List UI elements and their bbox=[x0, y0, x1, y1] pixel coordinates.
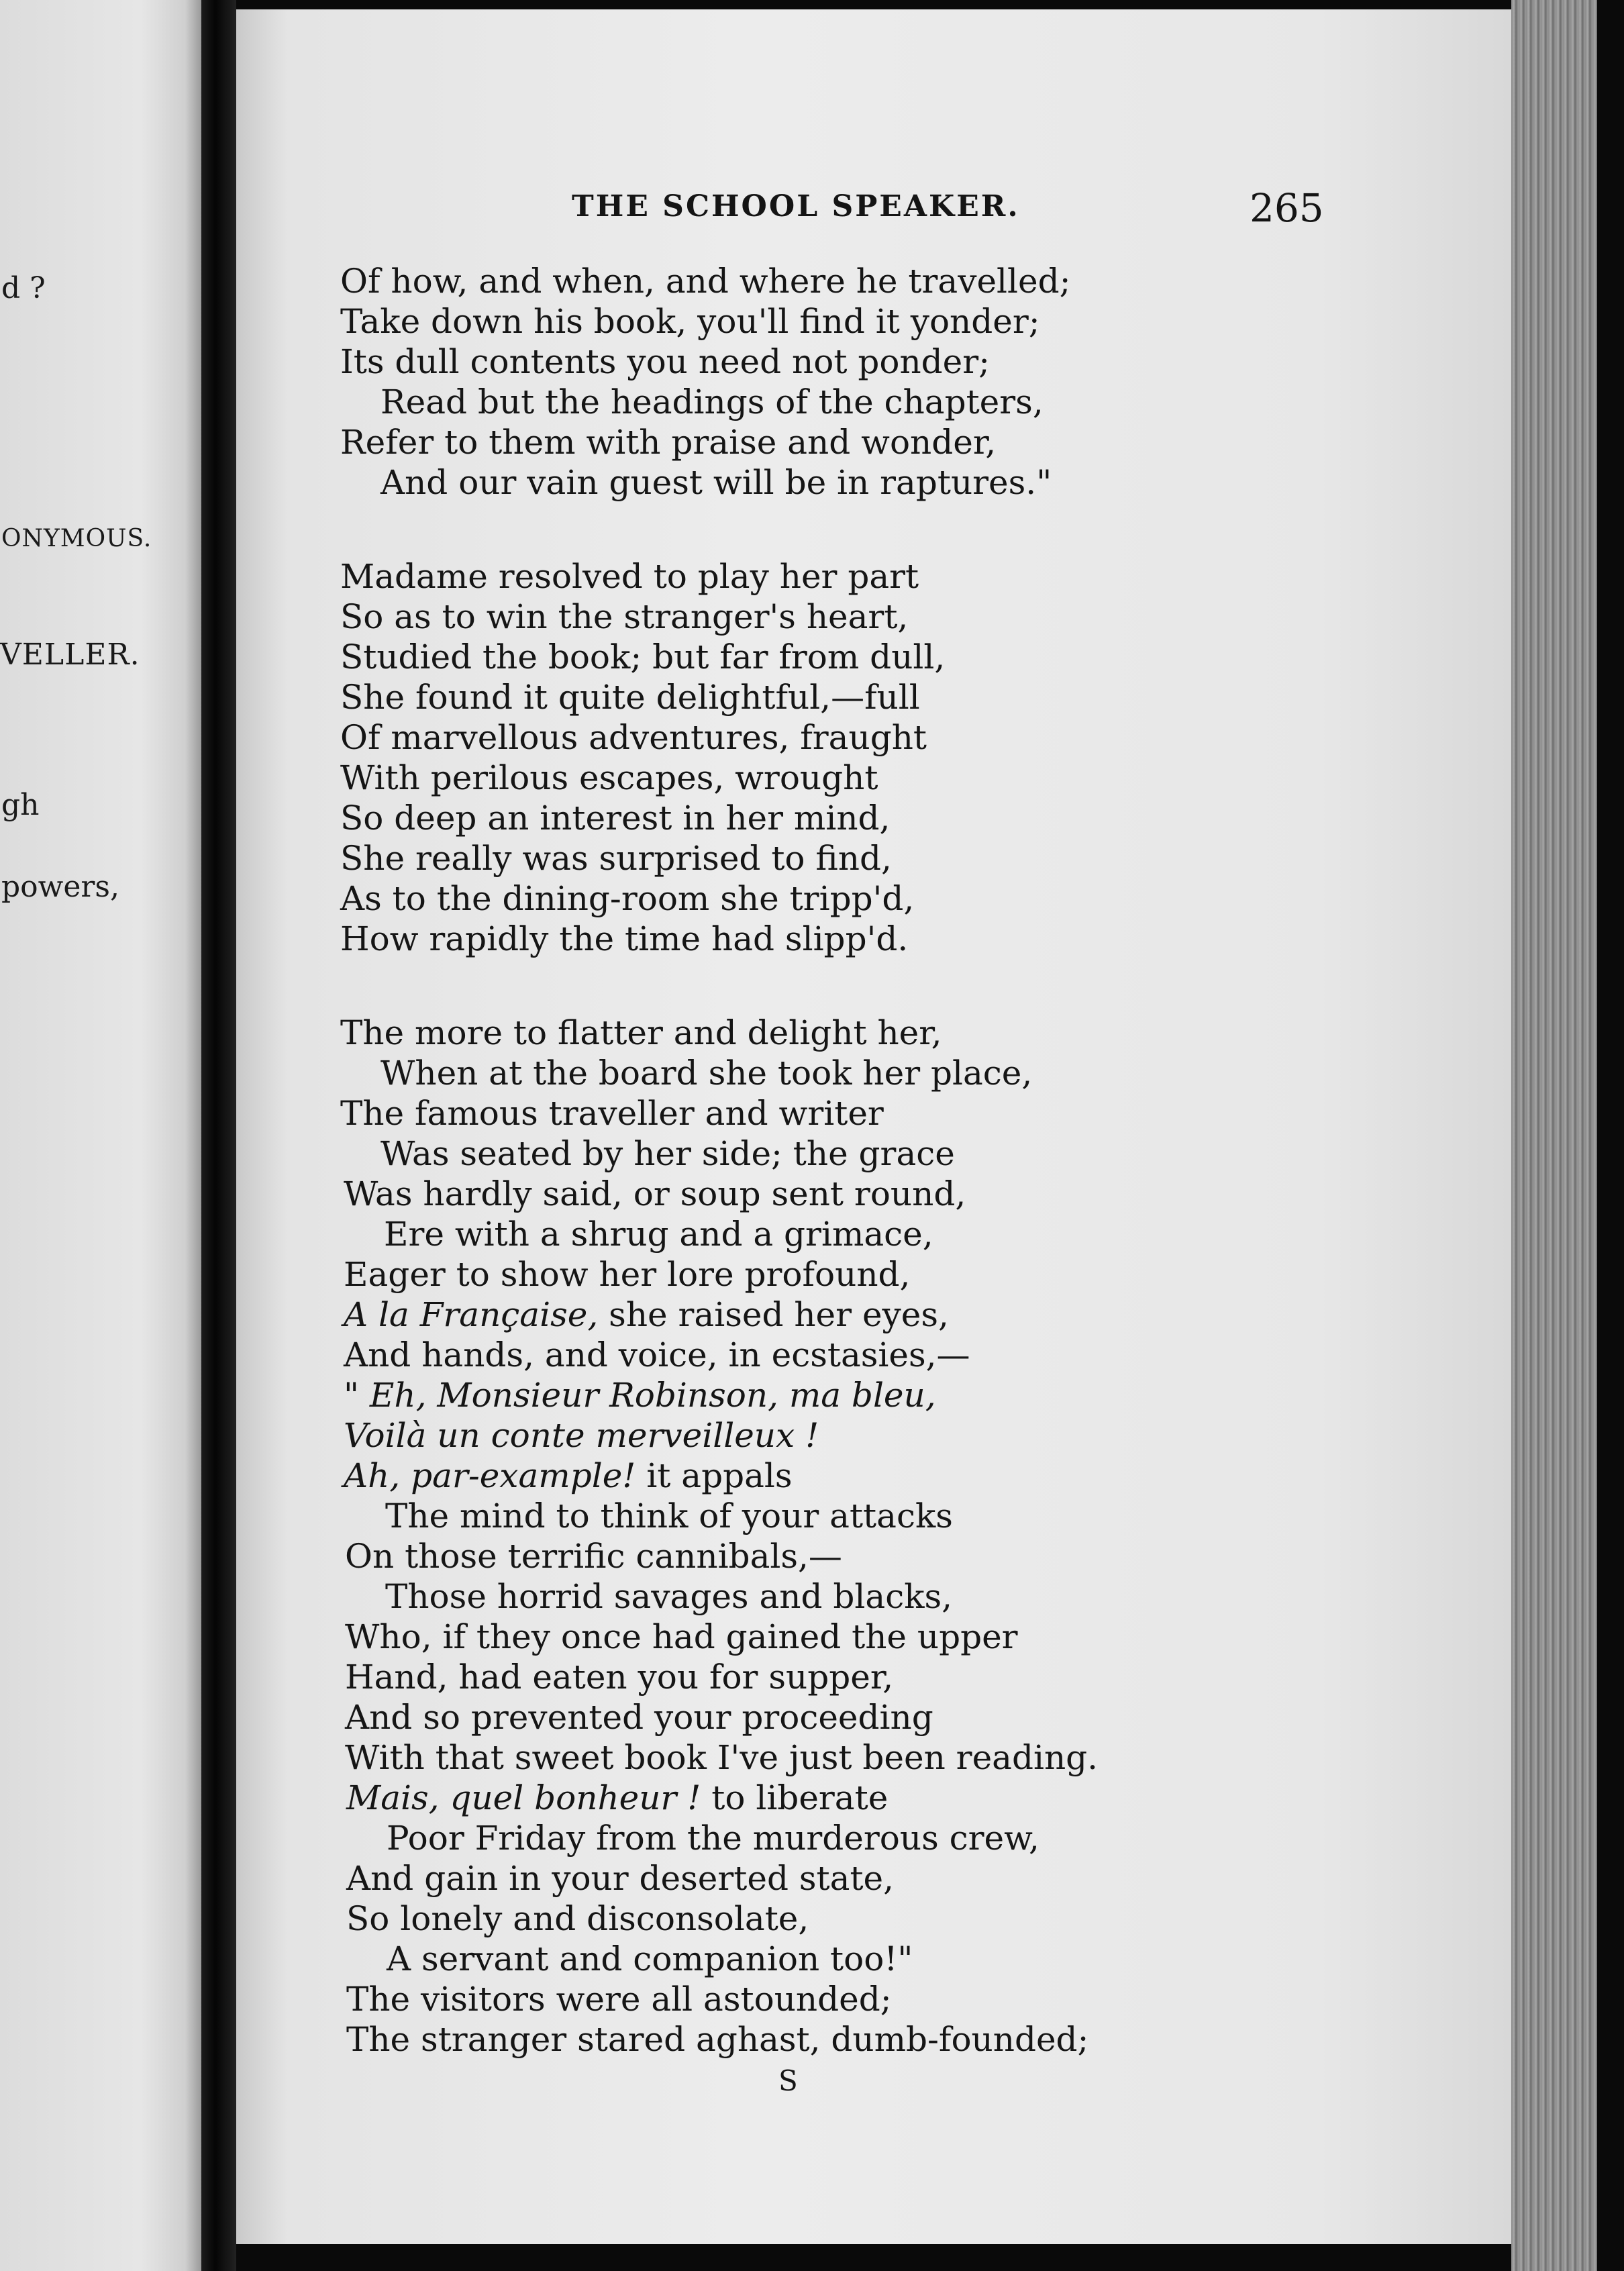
poem-line: The more to flatter and delight her, bbox=[340, 1013, 942, 1052]
poem-line: The stranger stared aghast, dumb-founded; bbox=[346, 2020, 1089, 2059]
poem-line: The visitors were all astounded; bbox=[346, 1980, 892, 2019]
poem-line: When at the board she took her place, bbox=[380, 1054, 1033, 1093]
poem-line: Those horrid savages and blacks, bbox=[385, 1577, 953, 1616]
book-page bbox=[236, 9, 1511, 2244]
page-number: 265 bbox=[1250, 185, 1324, 231]
left-page-fragment: ONYMOUS. bbox=[1, 525, 152, 552]
poem-line: Studied the book; but far from dull, bbox=[340, 638, 946, 676]
poem-line: Poor Friday from the murderous crew, bbox=[387, 1819, 1039, 1858]
french-phrase: Ah, par-example! bbox=[344, 1456, 636, 1495]
french-phrase: A la Française, bbox=[344, 1295, 599, 1334]
poem-line: As to the dining-room she tripp'd, bbox=[340, 879, 915, 918]
poem-text bbox=[236, 9, 1511, 2244]
poem-line: The famous traveller and writer bbox=[340, 1094, 884, 1133]
poem-line: Ere with a shrug and a grimace, bbox=[384, 1215, 933, 1254]
poem-line bbox=[344, 1456, 793, 1495]
poem-line: Hand, had eaten you for supper, bbox=[345, 1658, 894, 1697]
running-head: THE SCHOOL SPEAKER. bbox=[572, 189, 1020, 223]
signature-mark: S bbox=[778, 2064, 798, 2097]
poem-line: Read but the headings of the chapters, bbox=[380, 383, 1044, 421]
poem-line: With perilous escapes, wrought bbox=[340, 758, 878, 797]
poem-line: A servant and companion too!" bbox=[387, 1939, 913, 1978]
poem-line: Was seated by her side; the grace bbox=[380, 1134, 955, 1173]
poem-line: And so prevented your proceeding bbox=[345, 1698, 933, 1737]
poem-line: " Eh, Monsieur Robinson, ma bleu, bbox=[344, 1376, 936, 1415]
poem-line: Madame resolved to play her part bbox=[340, 557, 919, 596]
poem-line: So lonely and disconsolate, bbox=[346, 1899, 809, 1938]
poem-line: Who, if they once had gained the upper bbox=[345, 1617, 1018, 1656]
previous-page-edge bbox=[0, 0, 201, 2271]
poem-line: With that sweet book I've just been reading. bbox=[345, 1738, 1099, 1777]
poem-line: She found it quite delightful,—full bbox=[340, 678, 920, 717]
poem-line-rest: it appals bbox=[646, 1456, 793, 1495]
poem-line bbox=[346, 1778, 889, 1817]
poem-line: Was hardly said, or soup sent round, bbox=[344, 1174, 966, 1213]
poem-line: And gain in your deserted state, bbox=[346, 1859, 895, 1898]
poem-line: Eager to show her lore profound, bbox=[344, 1255, 911, 1294]
poem-line: So as to win the stranger's heart, bbox=[340, 597, 909, 636]
poem-line bbox=[344, 1295, 949, 1334]
poem-line: So deep an interest in her mind, bbox=[340, 799, 891, 838]
poem-line: The mind to think of your attacks bbox=[385, 1497, 953, 1535]
poem-line: Refer to them with praise and wonder, bbox=[340, 423, 997, 462]
french-phrase: Mais, quel bonheur ! bbox=[346, 1778, 701, 1817]
poem-line: Take down his book, you'll find it yonder; bbox=[340, 302, 1040, 341]
poem-line: And our vain guest will be in raptures." bbox=[380, 463, 1052, 502]
book-gutter bbox=[201, 0, 236, 2271]
poem-line: And hands, and voice, in ecstasies,— bbox=[344, 1335, 970, 1374]
poem-line: Its dull contents you need not ponder; bbox=[340, 342, 990, 381]
left-page-fragment: VELLER. bbox=[0, 638, 140, 672]
poem-line: She really was surprised to find, bbox=[340, 839, 892, 878]
poem-line: Of marvellous adventures, fraught bbox=[340, 718, 927, 757]
left-page-fragment: powers, bbox=[1, 870, 119, 904]
poem-line-rest: to liberate bbox=[711, 1778, 889, 1817]
book-fore-edge bbox=[1511, 0, 1624, 2271]
poem-line: How rapidly the time had slipp'd. bbox=[340, 919, 909, 958]
poem-line: Voilà un conte merveilleux ! bbox=[344, 1416, 819, 1455]
poem-line: Of how, and when, and where he travelled; bbox=[340, 262, 1071, 301]
poem-line: On those terrific cannibals,— bbox=[345, 1537, 842, 1576]
left-page-fragment: d ? bbox=[1, 271, 46, 305]
left-page-fragment: gh bbox=[1, 788, 40, 822]
poem-line-rest: she raised her eyes, bbox=[609, 1295, 949, 1334]
